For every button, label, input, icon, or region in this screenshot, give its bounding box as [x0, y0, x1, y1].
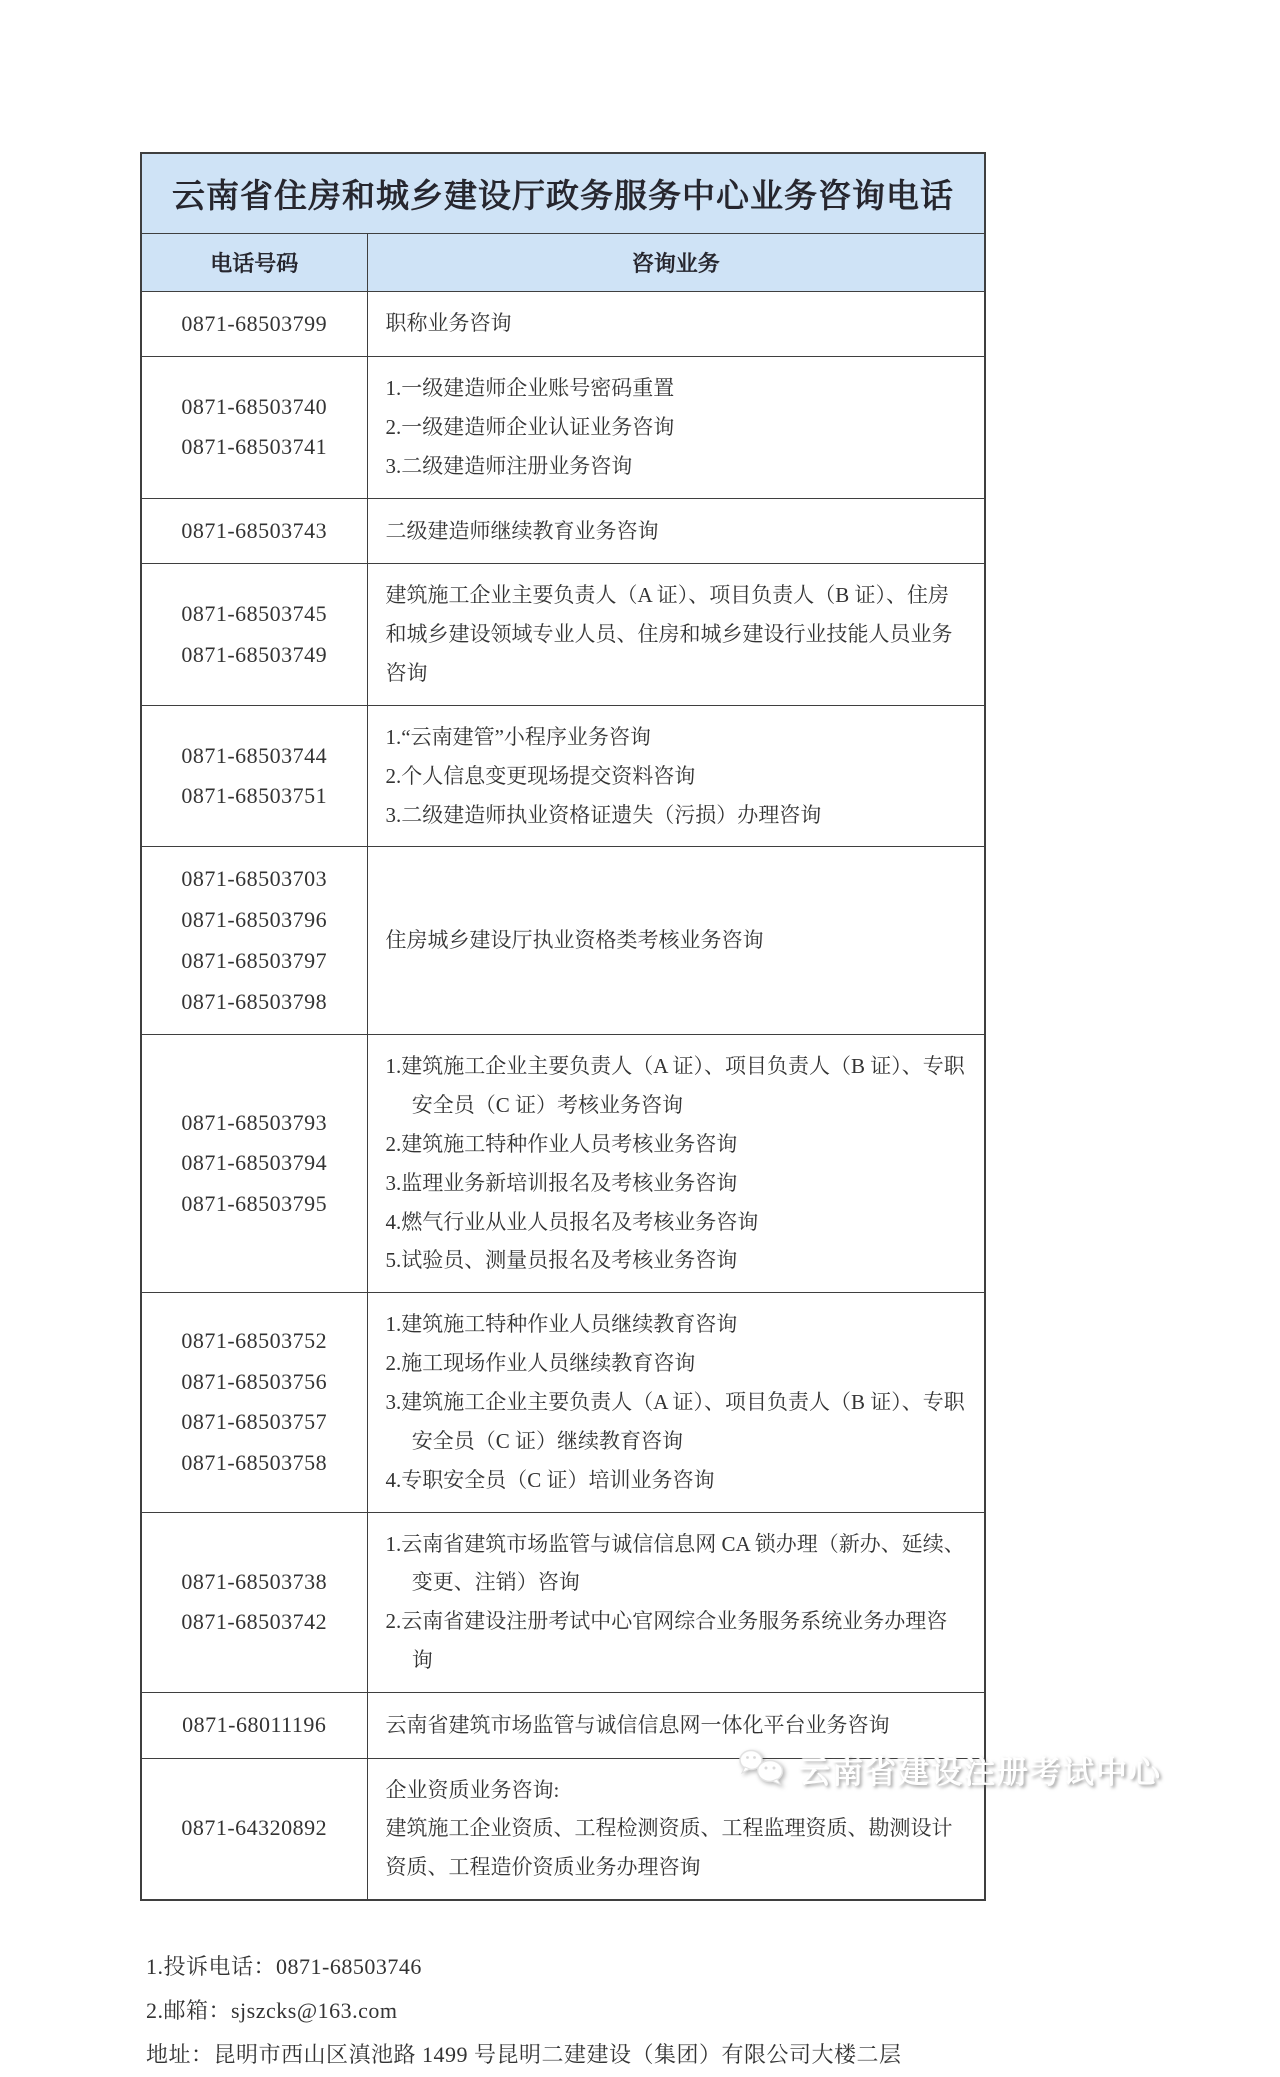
service-cell — [367, 498, 985, 564]
service-item: 职称业务咨询 — [385, 311, 512, 336]
phone-number: 0871-68503741 — [181, 434, 328, 460]
phone-cell — [141, 1692, 367, 1758]
phone-number: 0871-68503756 — [181, 1368, 328, 1394]
service-item: 云南省建筑市场监管与诚信信息网一体化平台业务咨询 — [385, 1712, 890, 1737]
phone-number: 0871-68503742 — [181, 1609, 328, 1635]
phone-number: 0871-68503749 — [181, 641, 328, 667]
service-item: 1.建筑施工特种作业人员继续教育咨询 — [385, 1312, 738, 1337]
service-item: 二级建造师继续教育业务咨询 — [385, 518, 659, 543]
service-item: 2.云南省建设注册考试中心官网综合业务服务系统业务办理咨询 — [385, 1609, 948, 1673]
service-item: 4.燃气行业从业人员报名及考核业务咨询 — [385, 1209, 759, 1234]
service-item: 3.二级建造师执业资格证遗失（污损）办理咨询 — [385, 802, 822, 827]
service-item: 建筑施工企业资质、工程检测资质、工程监理资质、勘测设计资质、工程造价资质业务办理咨询 — [385, 1816, 953, 1880]
service-item: 企业资质业务咨询: — [385, 1777, 560, 1802]
phone-number: 0871-68503751 — [181, 783, 328, 809]
table-title: 云南省住房和城乡建设厅政务服务中心业务咨询电话 — [141, 153, 985, 233]
footer-notes — [140, 1945, 986, 2077]
phone-cell — [141, 1035, 367, 1293]
phone-cell — [141, 705, 367, 847]
column-header-phone: 电话号码 — [141, 233, 367, 291]
table-row — [141, 498, 985, 564]
phone-cell — [141, 1512, 367, 1692]
phone-cell — [141, 498, 367, 564]
phone-cell — [141, 847, 367, 1035]
wechat-bubbles-icon — [737, 1745, 789, 1794]
table-row — [141, 705, 985, 847]
service-item: 2.个人信息变更现场提交资料咨询 — [385, 763, 696, 788]
service-cell — [367, 1035, 985, 1293]
service-cell — [367, 564, 985, 706]
table-row — [141, 1035, 985, 1293]
phone-number: 0871-68503796 — [181, 907, 328, 933]
column-header-service: 咨询业务 — [367, 233, 985, 291]
phone-cell — [141, 1758, 367, 1900]
service-item: 1.建筑施工企业主要负责人（A 证）、项目负责人（B 证）、专职安全员（C 证）考核业务咨询 — [385, 1054, 965, 1118]
phone-number: 0871-68503703 — [181, 866, 328, 892]
service-item: 1.云南省建筑市场监管与诚信信息网 CA 锁办理（新办、延续、变更、注销）咨询 — [385, 1531, 965, 1595]
phone-cell — [141, 564, 367, 706]
table-row — [141, 291, 985, 357]
phone-cell — [141, 291, 367, 357]
table-row — [141, 1512, 985, 1692]
watermark-label: 云南省建设注册考试中心 — [799, 1755, 1162, 1790]
phone-number: 0871-68503752 — [181, 1328, 328, 1354]
phone-number: 0871-68011196 — [182, 1711, 327, 1737]
service-item: 2.施工现场作业人员继续教育咨询 — [385, 1351, 696, 1376]
service-item: 1.一级建造师企业账号密码重置 — [385, 376, 675, 401]
service-item: 5.试验员、测量员报名及考核业务咨询 — [385, 1248, 738, 1273]
table-row — [141, 1293, 985, 1512]
phone-number: 0871-68503738 — [181, 1568, 328, 1594]
service-cell — [367, 705, 985, 847]
service-item: 住房城乡建设厅执业资格类考核业务咨询 — [385, 928, 764, 953]
phone-number: 0871-64320892 — [181, 1815, 328, 1841]
service-item: 3.二级建造师注册业务咨询 — [385, 453, 633, 478]
service-item: 2.一级建造师企业认证业务咨询 — [385, 415, 675, 440]
phone-number: 0871-68503799 — [181, 310, 328, 336]
phone-number: 0871-68503743 — [181, 517, 328, 543]
service-item: 建筑施工企业主要负责人（A 证）、项目负责人（B 证）、住房和城乡建设领域专业人员、住房和城乡建设行业技能人员业务咨询 — [385, 583, 953, 686]
service-item: 3.建筑施工企业主要负责人（A 证）、项目负责人（B 证）、专职安全员（C 证）继续教育咨询 — [385, 1389, 965, 1453]
address-note: 地址：昆明市西山区滇池路 1499 号昆明二建建设（集团）有限公司大楼二层 — [146, 2042, 902, 2068]
watermark — [737, 1745, 1162, 1794]
service-cell — [367, 357, 985, 499]
service-cell — [367, 847, 985, 1035]
consultation-phone-table — [140, 152, 986, 1901]
email-note: 2.邮箱：sjszcks@163.com — [146, 1998, 398, 2024]
phone-number: 0871-68503794 — [181, 1150, 328, 1176]
service-item: 4.专职安全员（C 证）培训业务咨询 — [385, 1467, 715, 1492]
service-item: 1.“云南建管”小程序业务咨询 — [385, 724, 651, 749]
table-body — [141, 291, 985, 1900]
service-cell — [367, 1512, 985, 1692]
table-row — [141, 564, 985, 706]
phone-number: 0871-68503757 — [181, 1409, 328, 1435]
phone-number: 0871-68503793 — [181, 1109, 328, 1135]
phone-number: 0871-68503745 — [181, 600, 328, 626]
table-row — [141, 847, 985, 1035]
service-item: 3.监理业务新培训报名及考核业务咨询 — [385, 1170, 738, 1195]
phone-number: 0871-68503795 — [181, 1191, 328, 1217]
phone-number: 0871-68503798 — [181, 988, 328, 1014]
phone-cell — [141, 357, 367, 499]
phone-number: 0871-68503740 — [181, 393, 328, 419]
service-cell — [367, 291, 985, 357]
phone-cell — [141, 1293, 367, 1512]
phone-number: 0871-68503797 — [181, 947, 328, 973]
phone-number: 0871-68503758 — [181, 1450, 328, 1476]
service-item: 2.建筑施工特种作业人员考核业务咨询 — [385, 1131, 738, 1156]
complaint-phone-note: 1.投诉电话：0871-68503746 — [146, 1954, 422, 1980]
phone-number: 0871-68503744 — [181, 742, 328, 768]
table-row — [141, 357, 985, 499]
service-cell — [367, 1293, 985, 1512]
